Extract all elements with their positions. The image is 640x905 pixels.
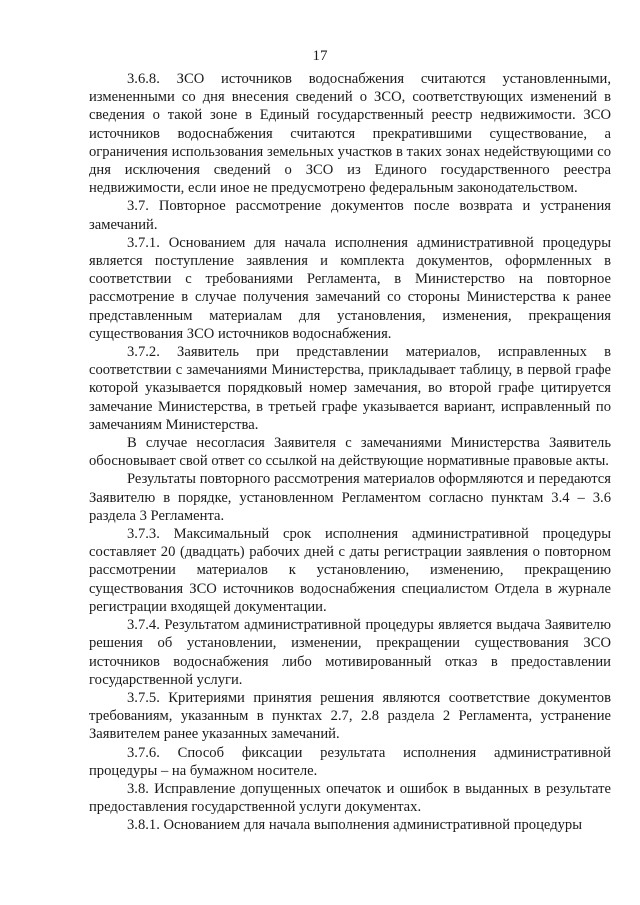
paragraph-3-8-1: 3.8.1. Основанием для начала выполнения административной процедуры — [127, 817, 583, 834]
paragraph-3-7-2: 3.7.2. Заявитель при представлении материалов, исправленных в соответствии с замечаниями Министерства, прикладывает таблицу, в первой графе которой указывается порядковый номер замечания, во второй графе цитируется замечание Министерства, в третьей графе указывается вариант, исправленный по замечаниям Министерства. — [89, 344, 611, 433]
paragraph-disagreement: В случае несогласия Заявителя с замечаниями Министерства Заявитель обосновывает свой ответ со ссылкой на действующие нормативные правовые акты. — [89, 435, 611, 470]
paragraph-3-8: 3.8. Исправление допущенных опечаток и ошибок в выданных в результате предоставления государственной услуги документах. — [89, 780, 611, 816]
paragraph-results: Результаты повторного рассмотрения материалов оформляются и передаются Заявителю в порядке, установленном Регламентом согласно пунктам 3.4 – 3.6 раздела 3 Регламента. — [89, 471, 611, 524]
paragraph-3-7: 3.7. Повторное рассмотрение документов после возврата и устранения замечаний. — [89, 198, 611, 233]
paragraph-3-6-8: 3.6.8. ЗСО источников водоснабжения считаются установленными, измененными со дня внесения сведений о ЗСО, соответствующих изменений в сведения о такой зоне в Единый государственный реестр недвижимости. ЗСО источников водоснабжения считаются прекратившими существование, а ограничения использования земельных участков в таких зонах недействующими со дня исключения сведений о ЗСО из Единого государственного реестра недвижимости, если иное не предусмотрено федеральным законодательством. — [89, 71, 611, 197]
paragraph-3-7-1: 3.7.1. Основанием для начала исполнения административной процедуры является поступление заявления и комплекта документов, оформленных в соответствии с требованиями Регламента, в Министерство на повторное рассмотрение в случае получения замечаний со стороны Министерства к ранее представленным материалам для установления, изменения, прекращения существования ЗСО источников водоснабжения. — [89, 234, 611, 342]
page-number: 17 — [312, 48, 328, 64]
paragraph-3-7-3: 3.7.3. Максимальный срок исполнения административной процедуры составляет 20 (двадцать) рабочих дней с даты регистрации заявления о повторном рассмотрении материалов к установлению, изменению, прекращению существования ЗСО источников водоснабжения специалистом Отдела в журнале регистрации входящей документации. — [89, 526, 611, 615]
paragraph-3-7-4: 3.7.4. Результатом административной процедуры является выдача Заявителю решения об установлении, изменении, прекращении существования ЗСО источников водоснабжения либо мотивированный отказ в предоставлении государственной услуги. — [89, 617, 611, 688]
paragraph-3-7-5: 3.7.5. Критериями принятия решения являются соответствие документов требованиям, указанным в пунктах 2.7, 2.8 раздела 2 Регламента, устранение Заявителем ранее указанных замечаний. — [89, 689, 611, 743]
paragraph-3-7-6: 3.7.6. Способ фиксации результата исполнения административной процедуры – на бумажном носителе. — [89, 744, 611, 779]
document-body — [89, 70, 611, 835]
